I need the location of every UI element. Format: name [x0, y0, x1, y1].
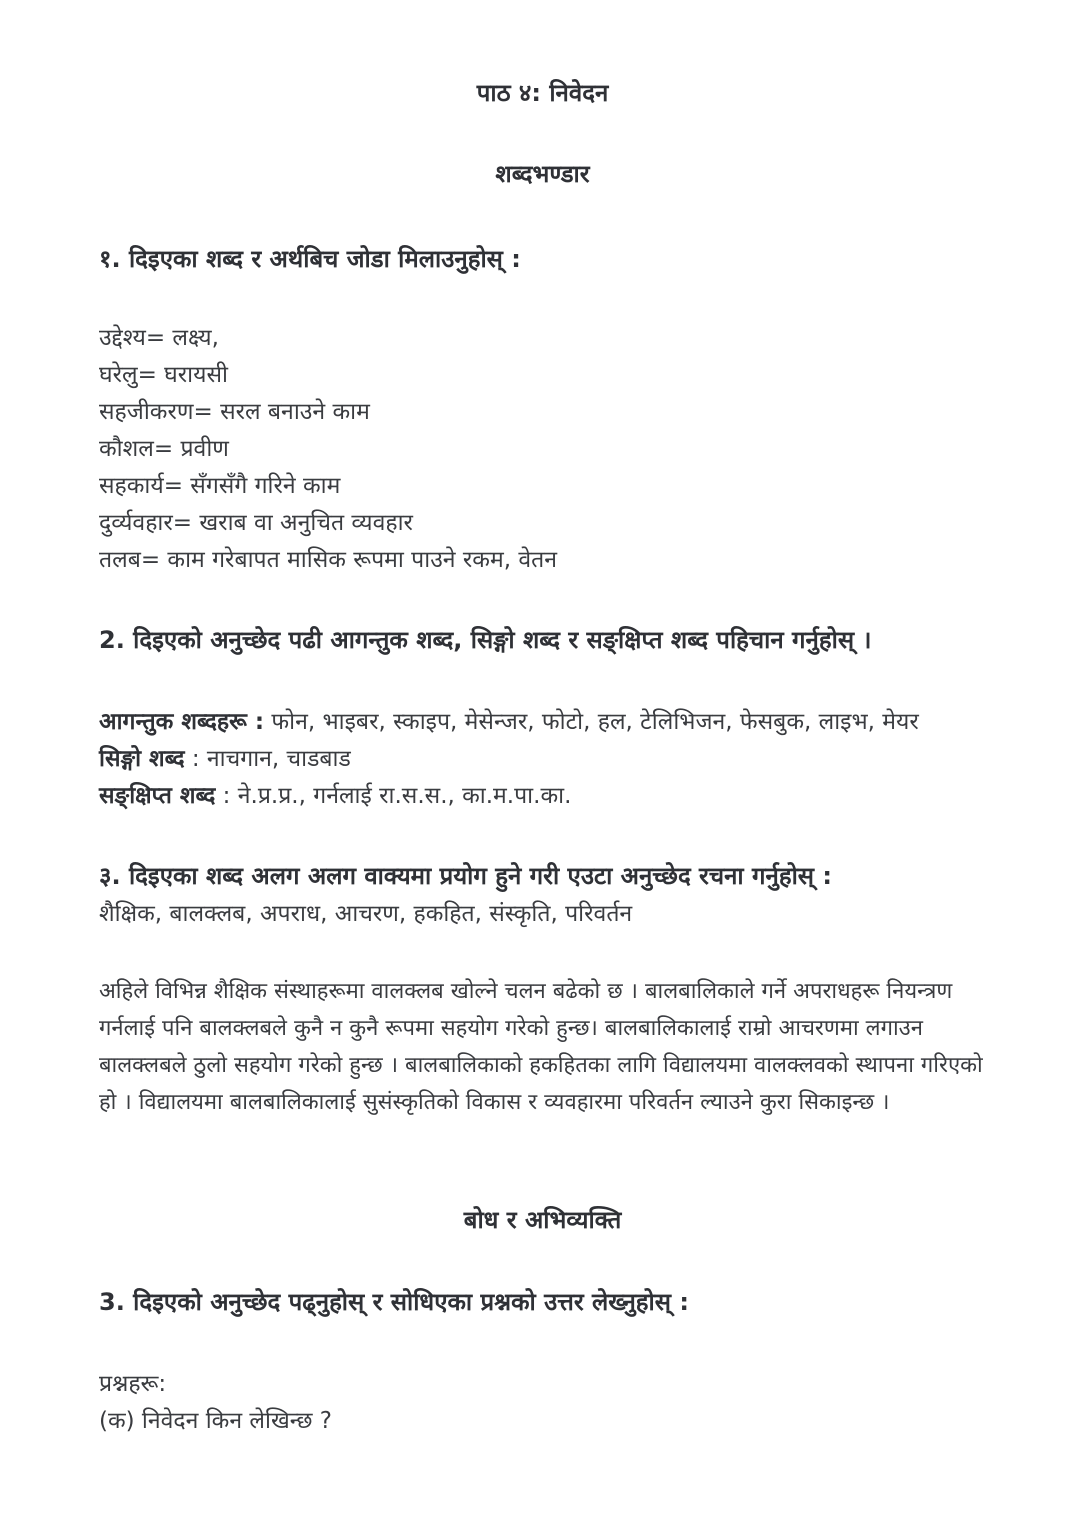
page-title: पाठ ४: निवेदन — [476, 79, 609, 107]
word-list: शैक्षिक, बालक्लब, अपराध, आचरण, हकहित, संस्कृति, परिवर्तन — [99, 901, 633, 927]
section-heading-vocabulary: शब्दभण्डार — [495, 160, 590, 188]
abbreviation-value: : ने.प्र.प्र., गर्नलाई रा.स.स., का.म.पा.का. — [215, 783, 572, 809]
section-heading-comprehension: बोध र अभिव्यक्ति — [463, 1206, 622, 1234]
questions-label: प्रश्नहरू: — [99, 1371, 167, 1397]
abbreviation-label: सङ्क्षिप्त शब्द — [99, 783, 216, 809]
abbreviation-line — [99, 778, 571, 810]
whole-words-value: : नाचगान, चाडबाड — [184, 746, 351, 772]
loan-words-value: फोन, भाइबर, स्काइप, मेसेन्जर, फोटो, हल, टेलिभिजन, फेसबुक, लाइभ, मेयर — [264, 709, 919, 735]
question-1-heading: १. दिइएका शब्द र अर्थबिच जोडा मिलाउनुहोस् : — [99, 245, 521, 273]
answer-paragraph: अहिले विभिन्न शैक्षिक संस्थाहरूमा वालक्लब खोल्ने चलन बढेको छ । बालबालिकाले गर्ने अपराधहरू नियन्त्रण गर्नलाई पनि बालक्लबले कुनै न कुनै रूपमा सहयोग गरेको हुन्छ। बालबालिकालाई राम्रो आचरणमा लगाउन बालक्लबले ठुलो सहयोग गरेको हुन्छ । बालबालिकाको हकहितका लागि विद्यालयमा वालक्लवको स्थापना गरिएको हो । विद्यालयमा बालबालिकालाई सुसंस्कृतिको विकास र व्यवहारमा परिवर्तन ल्याउने कुरा सिकाइन्छ । — [99, 979, 983, 1115]
word-pair: कौशल= प्रवीण — [99, 436, 229, 462]
question-2-heading: 2. दिइएको अनुच्छेद पढी आगन्तुक शब्द, सिङ्गो शब्द र सङ्क्षिप्त शब्द पहिचान गर्नुहोस् । — [99, 626, 872, 654]
loan-words-line — [99, 704, 919, 736]
word-pair: सहकार्य= सँगसँगै गरिने काम — [99, 473, 341, 499]
word-pair: दुर्व्यवहार= खराब वा अनुचित व्यवहार — [99, 510, 413, 536]
word-pair: उद्देश्य= लक्ष्य, — [99, 325, 219, 351]
question-4-heading: 3. दिइएको अनुच्छेद पढ्नुहोस् र सोधिएका प्रश्नको उत्तर लेख्नुहोस् : — [99, 1288, 689, 1316]
whole-words-line — [99, 741, 351, 773]
word-pair: तलब= काम गरेबापत मासिक रूपमा पाउने रकम, वेतन — [99, 547, 557, 573]
whole-words-label: सिङ्गो शब्द — [99, 746, 185, 772]
loan-words-label: आगन्तुक शब्दहरू : — [99, 709, 265, 735]
word-pair: सहजीकरण= सरल बनाउने काम — [99, 399, 370, 425]
question-3-heading: ३. दिइएका शब्द अलग अलग वाक्यमा प्रयोग हुने गरी एउटा अनुच्छेद रचना गर्नुहोस् : — [99, 862, 832, 890]
question-a: (क) निवेदन किन लेखिन्छ ? — [99, 1408, 333, 1434]
word-pair: घरेलु= घरायसी — [99, 362, 228, 388]
cut-off-text-line — [99, 1436, 419, 1444]
